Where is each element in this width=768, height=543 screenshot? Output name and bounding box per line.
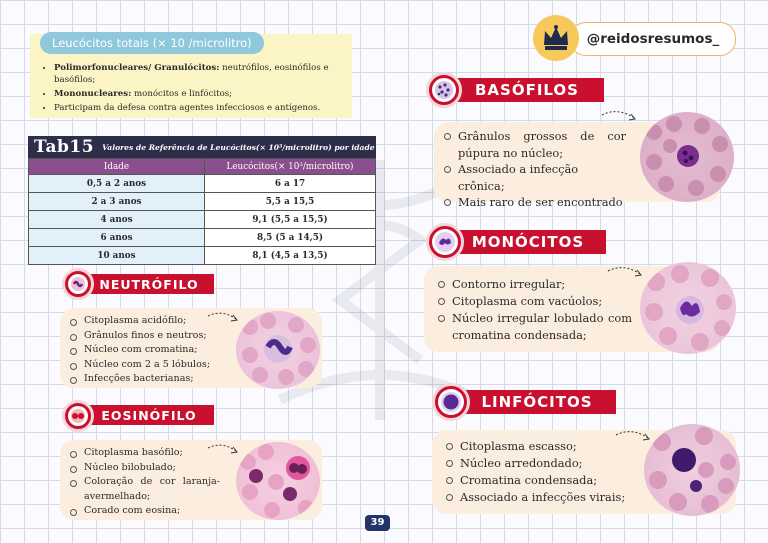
- list-item: Núcleo com 2 a 5 lóbulos;: [70, 358, 210, 373]
- list-item: Cromatina condensada;: [446, 472, 646, 489]
- column-header: Idade: [29, 159, 205, 175]
- neutrofilo-microscopy-image: [236, 311, 320, 389]
- arrow-icon: [600, 108, 640, 124]
- cell-icon: [62, 268, 94, 300]
- table-row: 2 a 3 anos 5,5 a 15,5: [29, 193, 376, 211]
- leukocytes-list: [38, 62, 362, 116]
- list-item: Citoplasma acidófilo;: [70, 314, 210, 329]
- cell-icon: [426, 223, 464, 261]
- list-item: Corado com eosina;: [70, 504, 220, 519]
- monocitos-title: MONÓCITOS: [450, 230, 606, 254]
- brand-handle[interactable]: @reidosresumos_: [570, 22, 736, 56]
- table-row: 10 anos 8,1 (4,5 a 13,5): [29, 247, 376, 265]
- list-item: Citoplasma com vacúolos;: [438, 293, 632, 310]
- neutrofilo-title: NEUTRÓFILO: [84, 274, 214, 294]
- page-number: 39: [365, 515, 390, 531]
- list-item: • Participam da defesa contra agentes infecciosos e antígenos.: [54, 102, 362, 114]
- eosinofilo-microscopy-image: [236, 442, 320, 520]
- list-item: • Polimorfonucleares/ Granulócitos: neutrófilos, eosinófilos e basófilos;: [54, 62, 362, 86]
- linfocitos-microscopy-image: [644, 424, 740, 516]
- list-item: • Mononucleares: monócitos e linfócitos;: [54, 88, 362, 100]
- basofilos-microscopy-image: [640, 112, 734, 202]
- table-header-bar: [28, 136, 376, 158]
- list-item: Infecções bacterianas;: [70, 372, 210, 387]
- cell-icon: [62, 400, 94, 432]
- column-header: Leucócitos(× 10³/microlitro): [205, 159, 376, 175]
- list-item: Grânulos grossos de cor púpura no núcleo;: [444, 128, 626, 161]
- list-item: Contorno irregular;: [438, 276, 632, 293]
- linfocitos-title: LINFÓCITOS: [458, 390, 616, 414]
- cell-icon: [432, 383, 470, 421]
- arrow-icon: [206, 442, 242, 456]
- arrow-icon: [606, 264, 646, 280]
- list-item: Grânulos finos e neutros;: [70, 329, 210, 344]
- list-item: Associado a infecções virais;: [446, 489, 646, 506]
- list-item: Núcleo bilobulado;: [70, 461, 220, 476]
- basofilos-title: BASÓFILOS: [450, 78, 604, 102]
- list-item: Núcleo irregular lobulado com cromatina condensada;: [438, 310, 632, 344]
- table-row: 4 anos 9,1 (5,5 a 15,5): [29, 211, 376, 229]
- arrow-icon: [206, 310, 242, 324]
- table-caption: Valores de Referência de Leucócitos(× 10³/microlitro) por idade: [102, 142, 375, 152]
- leukocytes-title: Leucócitos totais (× 10 /microlitro): [40, 32, 264, 54]
- reference-table: [28, 136, 376, 265]
- list-item: Núcleo arredondado;: [446, 455, 646, 472]
- eosinofilo-title: EOSINÓFILO: [84, 405, 214, 425]
- table-code: Tab15: [34, 137, 95, 157]
- list-item: Citoplasma escasso;: [446, 438, 646, 455]
- cell-icon: [426, 72, 462, 108]
- list-item: Citoplasma basófilo;: [70, 446, 220, 461]
- list-item: Associado a infecção crônica;: [444, 161, 626, 194]
- crown-logo-icon: [533, 15, 579, 61]
- table-row: 6 anos 8,5 (5 a 14,5): [29, 229, 376, 247]
- list-item: Mais raro de ser encontrado: [444, 194, 626, 211]
- list-item: Coloração de cor laranja-avermelhado;: [70, 475, 220, 504]
- monocitos-microscopy-image: [640, 262, 736, 354]
- table-row: 0,5 a 2 anos 6 a 17: [29, 175, 376, 193]
- arrow-icon: [614, 428, 654, 444]
- list-item: Núcleo com cromatina;: [70, 343, 210, 358]
